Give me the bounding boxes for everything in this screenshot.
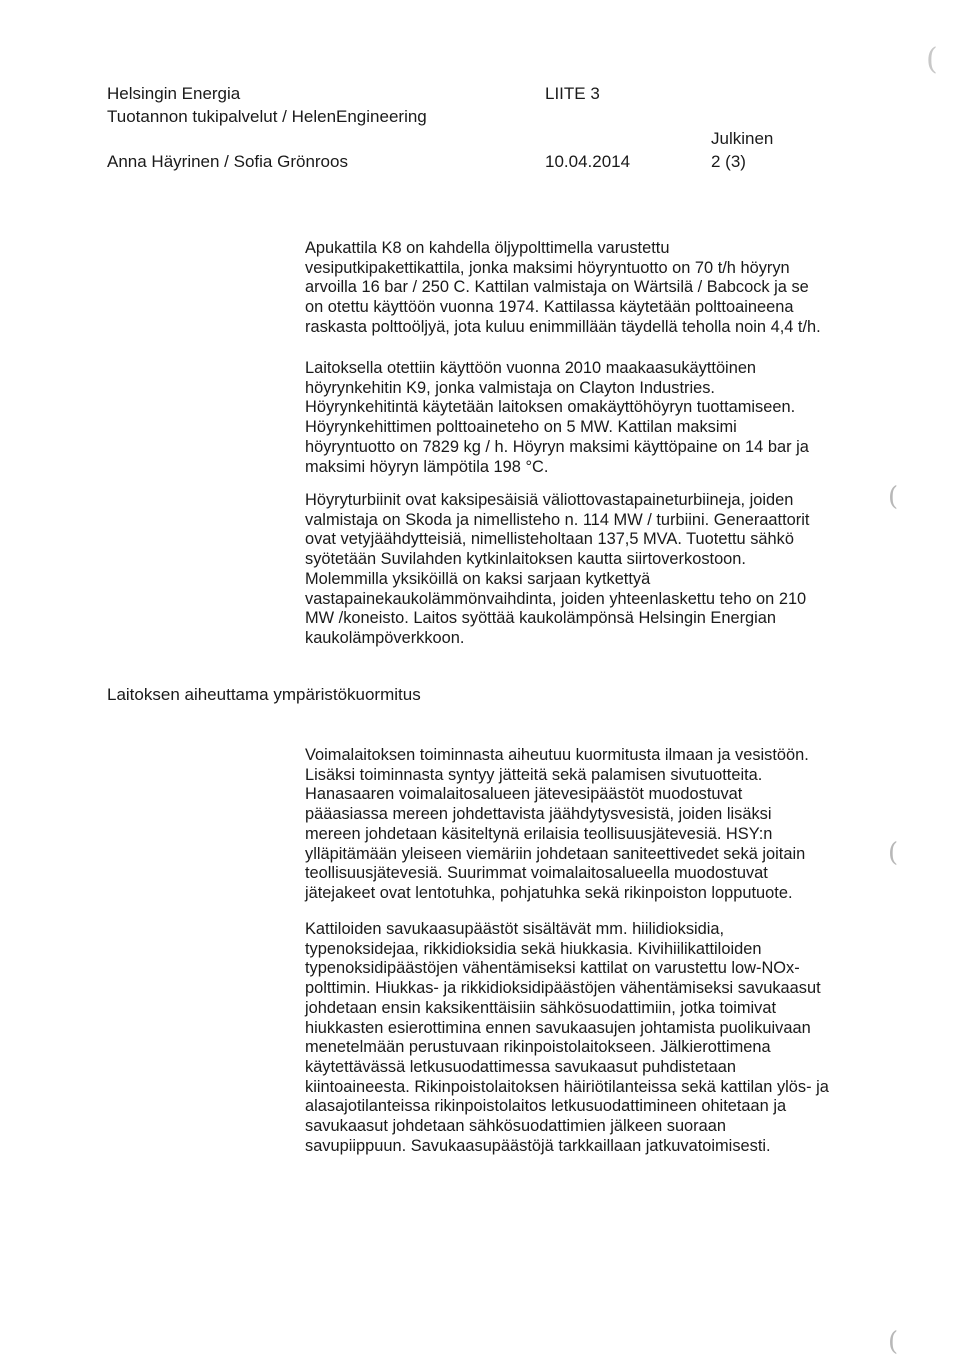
paragraph-flue-gas-emissions [305, 920, 845, 1156]
text-line: vastapainekaukolämmönvaihdinta, joiden yhteenlaskettu teho on 210 [305, 589, 807, 608]
text-line: alasajotilanteissa rikinpoistolaitos letkusuodattimineen ohitetaan ja [305, 1097, 787, 1116]
page-number: 2 (3) [711, 152, 746, 171]
text-line: Voimalaitoksen toiminnasta aiheutuu kuormitusta ilmaan ja vesistöön. [305, 746, 809, 764]
classification-label: Julkinen [711, 129, 774, 148]
text-line: valmistaja on Skoda ja nimellisteho n. 114 MW / turbiini. Generaattorit [305, 510, 810, 529]
text-line: Höyrynkehitintä käytetään laitoksen omakäyttöhöyryn tuottamiseen. [305, 398, 796, 417]
text-line: Lisäksi toiminnasta syntyy jätteitä sekä palamisen sivutuotteita. [305, 765, 763, 784]
text-line: hiukkasten esierottimina ennen savukaasujen johtamista puolikuivaan [305, 1018, 811, 1037]
text-line: höyryntuotto on 7829 kg / h. Höyryn maksimi käyttöpaine on 14 bar ja [305, 437, 809, 456]
document-date: 10.04.2014 [545, 152, 631, 171]
text-line: savukaasut johdetaan sähkösuodattimien jälkeen suoraan [305, 1117, 726, 1136]
text-line: Molemmilla yksiköillä on kaksi sarjaan kytkettyä [305, 569, 651, 588]
organization-unit: Tuotannon tukipalvelut / HelenEngineering [107, 107, 427, 126]
text-line: typenoksidipäästöjen vähentämiseksi kattilat on varustettu low-NOx- [305, 959, 800, 978]
text-line: kaukolämpöverkkoon. [305, 628, 465, 647]
text-line: käytettävässä letkusuodattimessa savukaasut puhdistetaan [305, 1057, 736, 1076]
paragraph-steam-turbines [305, 491, 845, 649]
margin-mark: ( [888, 1327, 899, 1357]
text-line: Kattiloiden savukaasupäästöt sisältävät mm. hiilidioksidia, [305, 920, 725, 938]
text-line: höyrynkehitin K9, jonka valmistaja on Clayton Industries. [305, 378, 715, 397]
paragraph-auxiliary-boiler [305, 239, 845, 338]
text-line: mereen johdetaan käsiteltynä erilaisia teollisuusjätevesiä. HSY:n [305, 824, 773, 843]
document-authors: Anna Häyrinen / Sofia Grönroos [107, 152, 348, 171]
text-line: Höyrynkehittimen polttoaineteho on 5 MW. Kattilan maksimi [305, 418, 737, 437]
organization-name: Helsingin Energia [107, 84, 241, 103]
text-line: savupiippuun. Savukaasupäästöjä tarkkaillaan jatkuvatoimisesti. [305, 1136, 771, 1155]
paragraph-steam-generator [305, 359, 845, 477]
text-line: Laitoksella otettiin käyttöön vuonna 2010 maakaasukäyttöinen [305, 359, 757, 377]
text-line: menetelmään perustuvaan rikinpoistolaitokseen. Jälkierottimena [305, 1038, 771, 1057]
paragraph-environmental-load [305, 746, 845, 904]
margin-mark: ( [888, 482, 899, 512]
text-line: johdetaan ensin kaksikenttäisiin sähkösuodattimiin, jotka toimivat [305, 998, 777, 1017]
text-line: teollisuusjätevesiä. Suurimmat voimalaitosalueella muodostuvat [305, 864, 768, 883]
text-line: kiintoaineesta. Rikinpoistolaitoksen häiriötilanteissa sekä kattilan ylös- ja [305, 1077, 829, 1096]
text-line: syötetään Suvilahden kytkinlaitoksen kautta siirtoverkostoon. [305, 550, 746, 569]
text-line: vesiputkipakettikattila, jonka maksimi höyryntuotto on 70 t/h höyryn [305, 258, 790, 277]
text-line: Apukattila K8 on kahdella öljypolttimella varustettu [305, 239, 670, 257]
section-heading: Laitoksen aiheuttama ympäristökuormitus [107, 685, 421, 704]
text-line: Hanasaaren voimalaitosalueen jätevesipäästöt muodostuvat [305, 785, 743, 804]
text-line: polttimin. Hiukkas- ja rikkidioksidipäästöjen vähentämiseksi savukaasut [305, 979, 821, 998]
text-line: maksimi höyryn lämpötila 198 °C. [305, 457, 549, 476]
text-line: raskasta polttoöljyä, jota kuluu enimmillään täydellä teholla noin 4,4 t/h. [305, 317, 821, 336]
text-line: Höyryturbiinit ovat kaksipesäisiä väliottovastapaineturbiineja, joiden [305, 491, 794, 509]
text-line: typenoksidejaa, rikkidioksidia sekä hiukkasia. Kivihiilikattiloiden [305, 939, 762, 958]
text-line: ovat vetyjäähdytteisiä, nimellisteholtaan 137,5 MVA. Tuotettu sähkö [305, 530, 794, 549]
text-line: on otettu käyttöön vuonna 1974. Kattilassa käytetään polttoaineena [305, 298, 794, 317]
text-line: pääasiassa mereen johdettavista jäähdytysvesistä, joiden lisäksi [305, 805, 772, 824]
margin-mark: ( [926, 42, 938, 77]
attachment-label: LIITE 3 [545, 84, 600, 103]
text-line: arvoilla 16 bar / 250 C. Kattilan valmistaja on Wärtsilä / Babcock ja se [305, 278, 809, 297]
text-line: jätejakeet ovat lentotuhka, pohjatuhka sekä rikinpoiston lopputuote. [305, 883, 793, 902]
text-line: MW /koneisto. Laitos syöttää kaukolämpönsä Helsingin Energian [305, 609, 777, 628]
text-line: ylläpitämään yleiseen viemäriin johdetaan saniteettivedet sekä joitain [305, 844, 806, 863]
margin-mark: ( [888, 838, 899, 868]
